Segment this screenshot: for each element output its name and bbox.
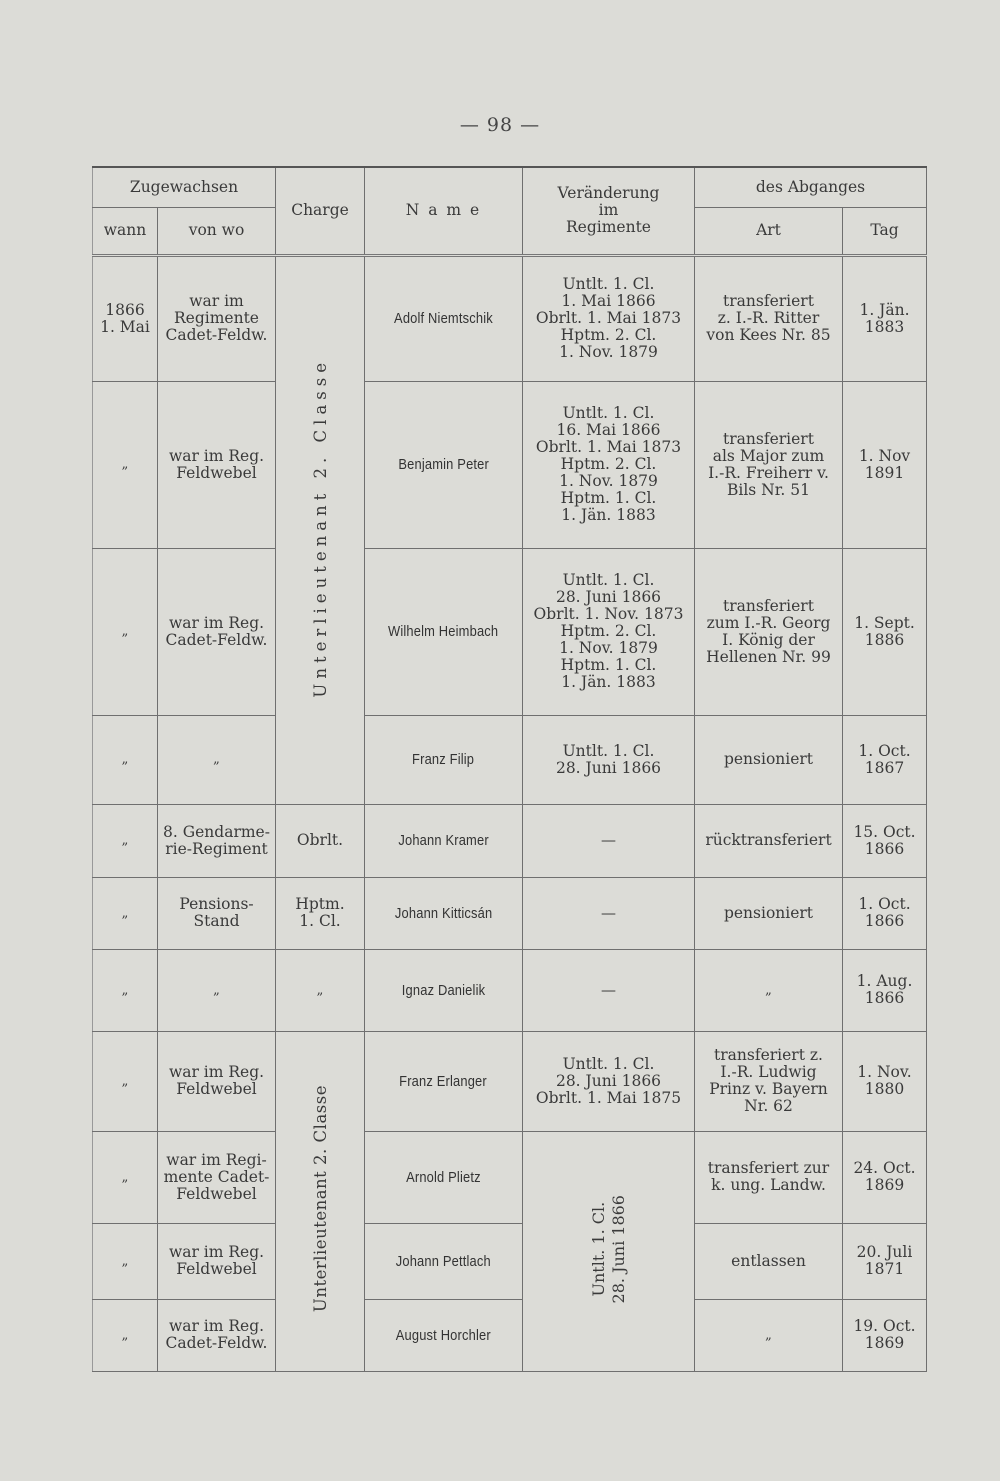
charge-group-label: Unterlieutenant 2. Classe xyxy=(310,1085,330,1313)
table-row xyxy=(93,1299,927,1371)
from-where-cell: 8. Gendarme- rie-Regiment xyxy=(158,804,276,877)
table-row xyxy=(93,1223,927,1299)
from-where-cell: war im Reg. Cadet-Feldw. xyxy=(158,1299,276,1371)
from-where-cell: war im Reg. Feldwebel xyxy=(158,381,276,548)
change-cell: — xyxy=(523,949,695,1031)
charge-group-cell xyxy=(276,1031,365,1371)
charge-cell: Hptm. 1. Cl. xyxy=(276,877,365,949)
departure-kind-cell: „ xyxy=(695,1299,843,1371)
table-row xyxy=(93,804,927,877)
when-cell: „ xyxy=(93,1299,158,1371)
departure-day-cell: 1. Oct. 1866 xyxy=(843,877,927,949)
departure-day-cell: 1. Oct. 1867 xyxy=(843,715,927,804)
change-cell: — xyxy=(523,804,695,877)
header-change: Veränderung im Regimente xyxy=(523,167,695,255)
departure-kind-cell: transferiert z. I.-R. Ritter von Kees Nr. 85 xyxy=(695,255,843,381)
departure-kind-cell: rücktransferiert xyxy=(695,804,843,877)
when-cell: 1866 1. Mai xyxy=(93,255,158,381)
departure-kind-cell: pensioniert xyxy=(695,715,843,804)
table-row xyxy=(93,1031,927,1131)
table-row xyxy=(93,255,927,381)
departure-kind-cell: transferiert z. I.-R. Ludwig Prinz v. Bayern Nr. 62 xyxy=(695,1031,843,1131)
departure-kind-cell: „ xyxy=(695,949,843,1031)
from-where-cell: „ xyxy=(158,715,276,804)
change-cell: Untlt. 1. Cl. 28. Juni 1866 Obrlt. 1. Nov. 1873 Hptm. 2. Cl. 1. Nov. 1879 Hptm. 1. Cl. 1. Jän. 1883 xyxy=(523,548,695,715)
table-row xyxy=(93,1131,927,1223)
from-where-cell: war im Reg. Feldwebel xyxy=(158,1223,276,1299)
name-cell: Johann Kitticsán xyxy=(365,877,523,949)
name-cell: August Horchler xyxy=(365,1299,523,1371)
header-joined: Zugewachsen xyxy=(93,167,276,207)
when-cell: „ xyxy=(93,1223,158,1299)
name-cell: Benjamin Peter xyxy=(365,381,523,548)
header-name: N a m e xyxy=(365,167,523,255)
table-row xyxy=(93,548,927,715)
when-cell: „ xyxy=(93,548,158,715)
header-charge: Charge xyxy=(276,167,365,255)
change-cell: Untlt. 1. Cl. 28. Juni 1866 Obrlt. 1. Mai 1875 xyxy=(523,1031,695,1131)
departure-day-cell: 15. Oct. 1866 xyxy=(843,804,927,877)
departure-day-cell: 20. Juli 1871 xyxy=(843,1223,927,1299)
from-where-cell: war im Regimente Cadet-Feldw. xyxy=(158,255,276,381)
when-cell: „ xyxy=(93,1131,158,1223)
from-where-cell: war im Reg. Cadet-Feldw. xyxy=(158,548,276,715)
charge-group-cell xyxy=(276,255,365,804)
when-cell: „ xyxy=(93,949,158,1031)
change-cell: Untlt. 1. Cl. 1. Mai 1866 Obrlt. 1. Mai 1873 Hptm. 2. Cl. 1. Nov. 1879 xyxy=(523,255,695,381)
departure-day-cell: 19. Oct. 1869 xyxy=(843,1299,927,1371)
header-kind: Art xyxy=(695,207,843,255)
change-cell: Untlt. 1. Cl. 28. Juni 1866 xyxy=(523,715,695,804)
charge-group-label: Unterlieutenant 2. Classe xyxy=(310,358,330,698)
header-when: wann xyxy=(93,207,158,255)
departure-kind-cell: entlassen xyxy=(695,1223,843,1299)
name-cell: Johann Pettlach xyxy=(365,1223,523,1299)
header-departure: des Abganges xyxy=(695,167,927,207)
name-cell: Ignaz Danielik xyxy=(365,949,523,1031)
change-cell: Untlt. 1. Cl. 16. Mai 1866 Obrlt. 1. Mai 1873 Hptm. 2. Cl. 1. Nov. 1879 Hptm. 1. Cl. 1. Jän. 1883 xyxy=(523,381,695,548)
departure-day-cell: 1. Aug. 1866 xyxy=(843,949,927,1031)
page-number: — 98 — xyxy=(459,114,541,136)
when-cell: „ xyxy=(93,1031,158,1131)
from-where-cell: Pensions- Stand xyxy=(158,877,276,949)
departure-day-cell: 24. Oct. 1869 xyxy=(843,1131,927,1223)
when-cell: „ xyxy=(93,381,158,548)
departure-kind-cell: transferiert zur k. ung. Landw. xyxy=(695,1131,843,1223)
departure-kind-cell: pensioniert xyxy=(695,877,843,949)
table-row xyxy=(93,877,927,949)
change-group-label: Untlt. 1. Cl. 28. Juni 1866 xyxy=(588,1194,628,1304)
name-cell: Adolf Niemtschik xyxy=(365,255,523,381)
departure-kind-cell: transferiert zum I.-R. Georg I. König der Hellenen Nr. 99 xyxy=(695,548,843,715)
change-cell: — xyxy=(523,877,695,949)
departure-day-cell: 1. Jän. 1883 xyxy=(843,255,927,381)
from-where-cell: war im Regi- mente Cadet- Feldwebel xyxy=(158,1131,276,1223)
departure-day-cell: 1. Nov. 1880 xyxy=(843,1031,927,1131)
when-cell: „ xyxy=(93,877,158,949)
name-cell: Franz Erlanger xyxy=(365,1031,523,1131)
name-cell: Wilhelm Heimbach xyxy=(365,548,523,715)
name-cell: Johann Kramer xyxy=(365,804,523,877)
from-where-cell: war im Reg. Feldwebel xyxy=(158,1031,276,1131)
charge-cell: Obrlt. xyxy=(276,804,365,877)
departure-kind-cell: transferiert als Major zum I.-R. Freiherr v. Bils Nr. 51 xyxy=(695,381,843,548)
name-cell: Franz Filip xyxy=(365,715,523,804)
departure-day-cell: 1. Nov 1891 xyxy=(843,381,927,548)
when-cell: „ xyxy=(93,804,158,877)
header-from-where: von wo xyxy=(158,207,276,255)
change-group-cell xyxy=(523,1131,695,1371)
header-day: Tag xyxy=(843,207,927,255)
departure-day-cell: 1. Sept. 1886 xyxy=(843,548,927,715)
table-row xyxy=(93,381,927,548)
charge-cell: „ xyxy=(276,949,365,1031)
table-row xyxy=(93,715,927,804)
regiment-register-table xyxy=(92,166,927,1372)
table-row xyxy=(93,949,927,1031)
name-cell: Arnold Plietz xyxy=(365,1131,523,1223)
when-cell: „ xyxy=(93,715,158,804)
from-where-cell: „ xyxy=(158,949,276,1031)
